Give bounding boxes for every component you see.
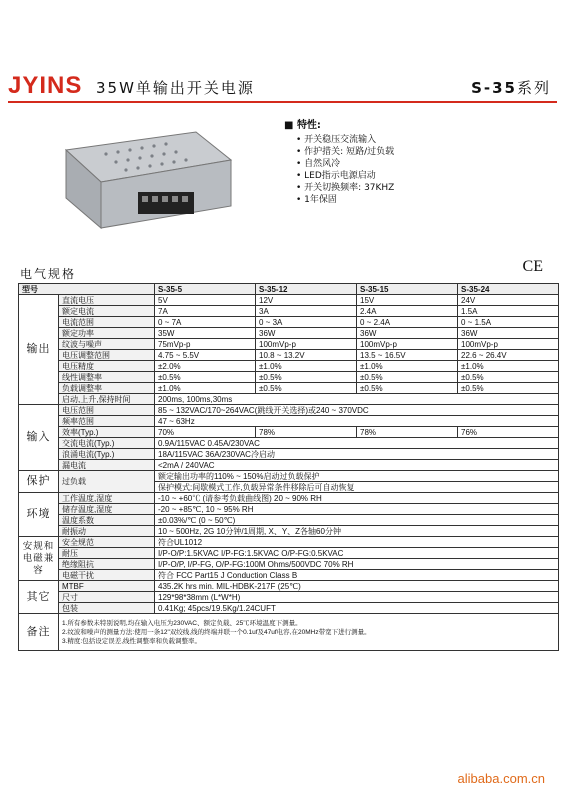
table-row — [19, 592, 559, 603]
table-row — [19, 581, 559, 592]
feature-item: • 开关切换频率: 37KHZ — [296, 182, 394, 194]
cell: 200ms, 100ms,30ms — [155, 394, 559, 405]
category-output: 输出 — [19, 295, 59, 405]
row-label: 绝缘阻抗 — [59, 559, 155, 570]
series-model: S-35 — [471, 79, 517, 97]
row-label: 电压精度 — [59, 361, 155, 372]
table-row — [19, 515, 559, 526]
row-label: 储存温度,湿度 — [59, 504, 155, 515]
row-label: 电流范围 — [59, 317, 155, 328]
row-label: 额定功率 — [59, 328, 155, 339]
cell: I/P-O/P, I/P-FG, O/P-FG:100M Ohms/500VDC 70% RH — [155, 559, 559, 570]
note-line: 1.所有参数未特别说明,均在输入电压为230VAC、额定负载、25℃环境温度下测量。 — [62, 619, 302, 627]
cell: 36W — [256, 328, 357, 339]
table-row — [19, 548, 559, 559]
cell: 100mVp-p — [357, 339, 458, 350]
row-label: 过负载 — [59, 471, 155, 493]
header-rule — [8, 101, 557, 103]
row-label: 直流电压 — [59, 295, 155, 306]
brand-logo: JYINS — [8, 72, 83, 99]
footer-watermark: alibaba.com.cn — [457, 771, 545, 786]
cell: ±0.5% — [357, 372, 458, 383]
row-label: 纹波与噪声 — [59, 339, 155, 350]
row-label: 额定电流 — [59, 306, 155, 317]
cell: 85 ~ 132VAC/170~264VAC(跳线开关选择)或240 ~ 370VDC — [155, 405, 559, 416]
row-label: 电压范围 — [59, 405, 155, 416]
feature-item: • 1年保固 — [296, 194, 394, 206]
ce-mark-icon: CE — [522, 258, 543, 275]
cell: -20 ~ +85℃, 10 ~ 95% RH — [155, 504, 559, 515]
cell: 10.8 ~ 13.2V — [256, 350, 357, 361]
table-row — [19, 559, 559, 570]
cell: ±0.5% — [458, 372, 559, 383]
cell: 5V — [155, 295, 256, 306]
cell: ±1.0% — [357, 361, 458, 372]
cell: <2mA / 240VAC — [155, 460, 559, 471]
row-label: 电压调整范围 — [59, 350, 155, 361]
cell: 符合 FCC Part15 J Conduction Class B — [155, 570, 559, 581]
row-label: 电磁干扰 — [59, 570, 155, 581]
model-col: S-35-15 — [357, 284, 458, 295]
feature-item: • 开关稳压交流输入 — [296, 134, 394, 146]
cell: 18A/115VAC 36A/230VAC冷启动 — [155, 449, 559, 460]
category-environment: 环境 — [19, 493, 59, 537]
table-row — [19, 504, 559, 515]
row-label: 启动,上升,保持时间 — [59, 394, 155, 405]
row-label: 浪涌电流(Typ.) — [59, 449, 155, 460]
cell: 24V — [458, 295, 559, 306]
table-row — [19, 416, 559, 427]
table-row — [19, 427, 559, 438]
product-title: 35W单输出开关电源 — [96, 79, 255, 97]
row-label: 包装 — [59, 603, 155, 614]
table-row — [19, 361, 559, 372]
row-label: 漏电流 — [59, 460, 155, 471]
row-label: 尺寸 — [59, 592, 155, 603]
cell: 100mVp-p — [458, 339, 559, 350]
cell: 78% — [357, 427, 458, 438]
spec-table — [18, 283, 559, 651]
cell: 12V — [256, 295, 357, 306]
header — [0, 0, 565, 112]
cell: ±0.5% — [256, 372, 357, 383]
cell: ±0.5% — [357, 383, 458, 394]
cell: ±1.0% — [458, 361, 559, 372]
cell: 76% — [458, 427, 559, 438]
table-row — [19, 449, 559, 460]
table-header-row — [19, 284, 559, 295]
table-row — [19, 603, 559, 614]
row-label: 耐振动 — [59, 526, 155, 537]
row-label: 交流电流(Typ.) — [59, 438, 155, 449]
features-block — [284, 120, 394, 206]
cell: -10 ~ +60℃ (请参考负载曲线图) 20 ~ 90% RH — [155, 493, 559, 504]
cell: I/P-O/P:1.5KVAC I/P-FG:1.5KVAC O/P-FG:0.5KVAC — [155, 548, 559, 559]
row-label: 耐压 — [59, 548, 155, 559]
table-row — [19, 306, 559, 317]
notes-cell — [59, 614, 559, 651]
features-list — [296, 134, 394, 206]
power-supply-image — [46, 120, 236, 230]
cell: 额定输出功率的110% ~ 150%启动过负载保护 — [155, 471, 559, 482]
row-label: 频率范围 — [59, 416, 155, 427]
cell: 0 ~ 2.4A — [357, 317, 458, 328]
cell: 15V — [357, 295, 458, 306]
table-row — [19, 460, 559, 471]
note-line: 3.精度:包括设定误差,线性调整率和负载调整率。 — [62, 637, 202, 645]
model-col: S-35-12 — [256, 284, 357, 295]
cell: ±1.0% — [256, 361, 357, 372]
cell: 1.5A — [458, 306, 559, 317]
cell: ±0.03%/℃ (0 ~ 50℃) — [155, 515, 559, 526]
cell: 35W — [155, 328, 256, 339]
cell: 7A — [155, 306, 256, 317]
model-col: S-35-5 — [155, 284, 256, 295]
table-row — [19, 317, 559, 328]
features-heading: ■ 特性: — [284, 120, 321, 131]
feature-item: • 作护措关: 短路/过负载 — [296, 146, 394, 158]
cell: 0.41Kg; 45pcs/19.5Kg/1.24CUFT — [155, 603, 559, 614]
cell: ±1.0% — [155, 383, 256, 394]
table-row — [19, 493, 559, 504]
row-label: MTBF — [59, 581, 155, 592]
table-row — [19, 394, 559, 405]
category-protection: 保护 — [19, 471, 59, 493]
cell: 435.2K hrs min. MIL-HDBK-217F (25℃) — [155, 581, 559, 592]
cell: 0 ~ 3A — [256, 317, 357, 328]
cell: 3A — [256, 306, 357, 317]
cell: 0 ~ 7A — [155, 317, 256, 328]
series-suffix: 系列 — [516, 79, 551, 97]
table-row — [19, 372, 559, 383]
table-row — [19, 295, 559, 306]
cell: 0.9A/115VAC 0.45A/230VAC — [155, 438, 559, 449]
row-label: 负载调整率 — [59, 383, 155, 394]
table-row — [19, 405, 559, 416]
cell: 13.5 ~ 16.5V — [357, 350, 458, 361]
cell: 10 ~ 500Hz, 2G 10分钟/1周期, X、Y、Z各轴60分钟 — [155, 526, 559, 537]
row-label: 效率(Typ.) — [59, 427, 155, 438]
cell: 22.6 ~ 26.4V — [458, 350, 559, 361]
table-row — [19, 526, 559, 537]
table-row — [19, 328, 559, 339]
model-label: 型号 — [19, 284, 155, 295]
cell: 36W — [458, 328, 559, 339]
table-row — [19, 383, 559, 394]
cell: ±0.5% — [458, 383, 559, 394]
cell: 4.75 ~ 5.5V — [155, 350, 256, 361]
cell: 保护模式:间歇模式工作,负载异常条件移除后可自动恢复 — [155, 482, 559, 493]
feature-item: • 自然风冷 — [296, 158, 394, 170]
cell: ±2.0% — [155, 361, 256, 372]
cell: ±0.5% — [155, 372, 256, 383]
cell: 75mVp-p — [155, 339, 256, 350]
cell: ±0.5% — [256, 383, 357, 394]
cell: 36W — [357, 328, 458, 339]
row-label: 工作温度,湿度 — [59, 493, 155, 504]
table-row — [19, 438, 559, 449]
cell: 70% — [155, 427, 256, 438]
cell: 2.4A — [357, 306, 458, 317]
table-row — [19, 350, 559, 361]
category-input: 输入 — [19, 405, 59, 471]
row-label: 温度系数 — [59, 515, 155, 526]
cell: 129*98*38mm (L*W*H) — [155, 592, 559, 603]
series-title — [471, 77, 551, 98]
spec-section-label: 电气规格 — [20, 267, 77, 281]
table-row — [19, 339, 559, 350]
category-safety: 安规和电磁兼容 — [19, 537, 59, 581]
row-label: 线性调整率 — [59, 372, 155, 383]
cell: 47 ~ 63Hz — [155, 416, 559, 427]
note-line: 2.纹波和噪声的测量方法:使用一条12"双绞线,线的终端并联一个0.1uf及47uf电容,在20MHz带宽下进行测量。 — [62, 628, 371, 636]
table-row — [19, 537, 559, 548]
table-row — [19, 471, 559, 482]
category-other: 其它 — [19, 581, 59, 614]
table-row — [19, 614, 559, 651]
cell: 78% — [256, 427, 357, 438]
category-notes: 备注 — [19, 614, 59, 651]
model-col: S-35-24 — [458, 284, 559, 295]
cell: 0 ~ 1.5A — [458, 317, 559, 328]
feature-item: • LED指示电源启动 — [296, 170, 394, 182]
cell: 100mVp-p — [256, 339, 357, 350]
cell: 符合UL1012 — [155, 537, 559, 548]
row-label: 安全规范 — [59, 537, 155, 548]
table-row — [19, 570, 559, 581]
